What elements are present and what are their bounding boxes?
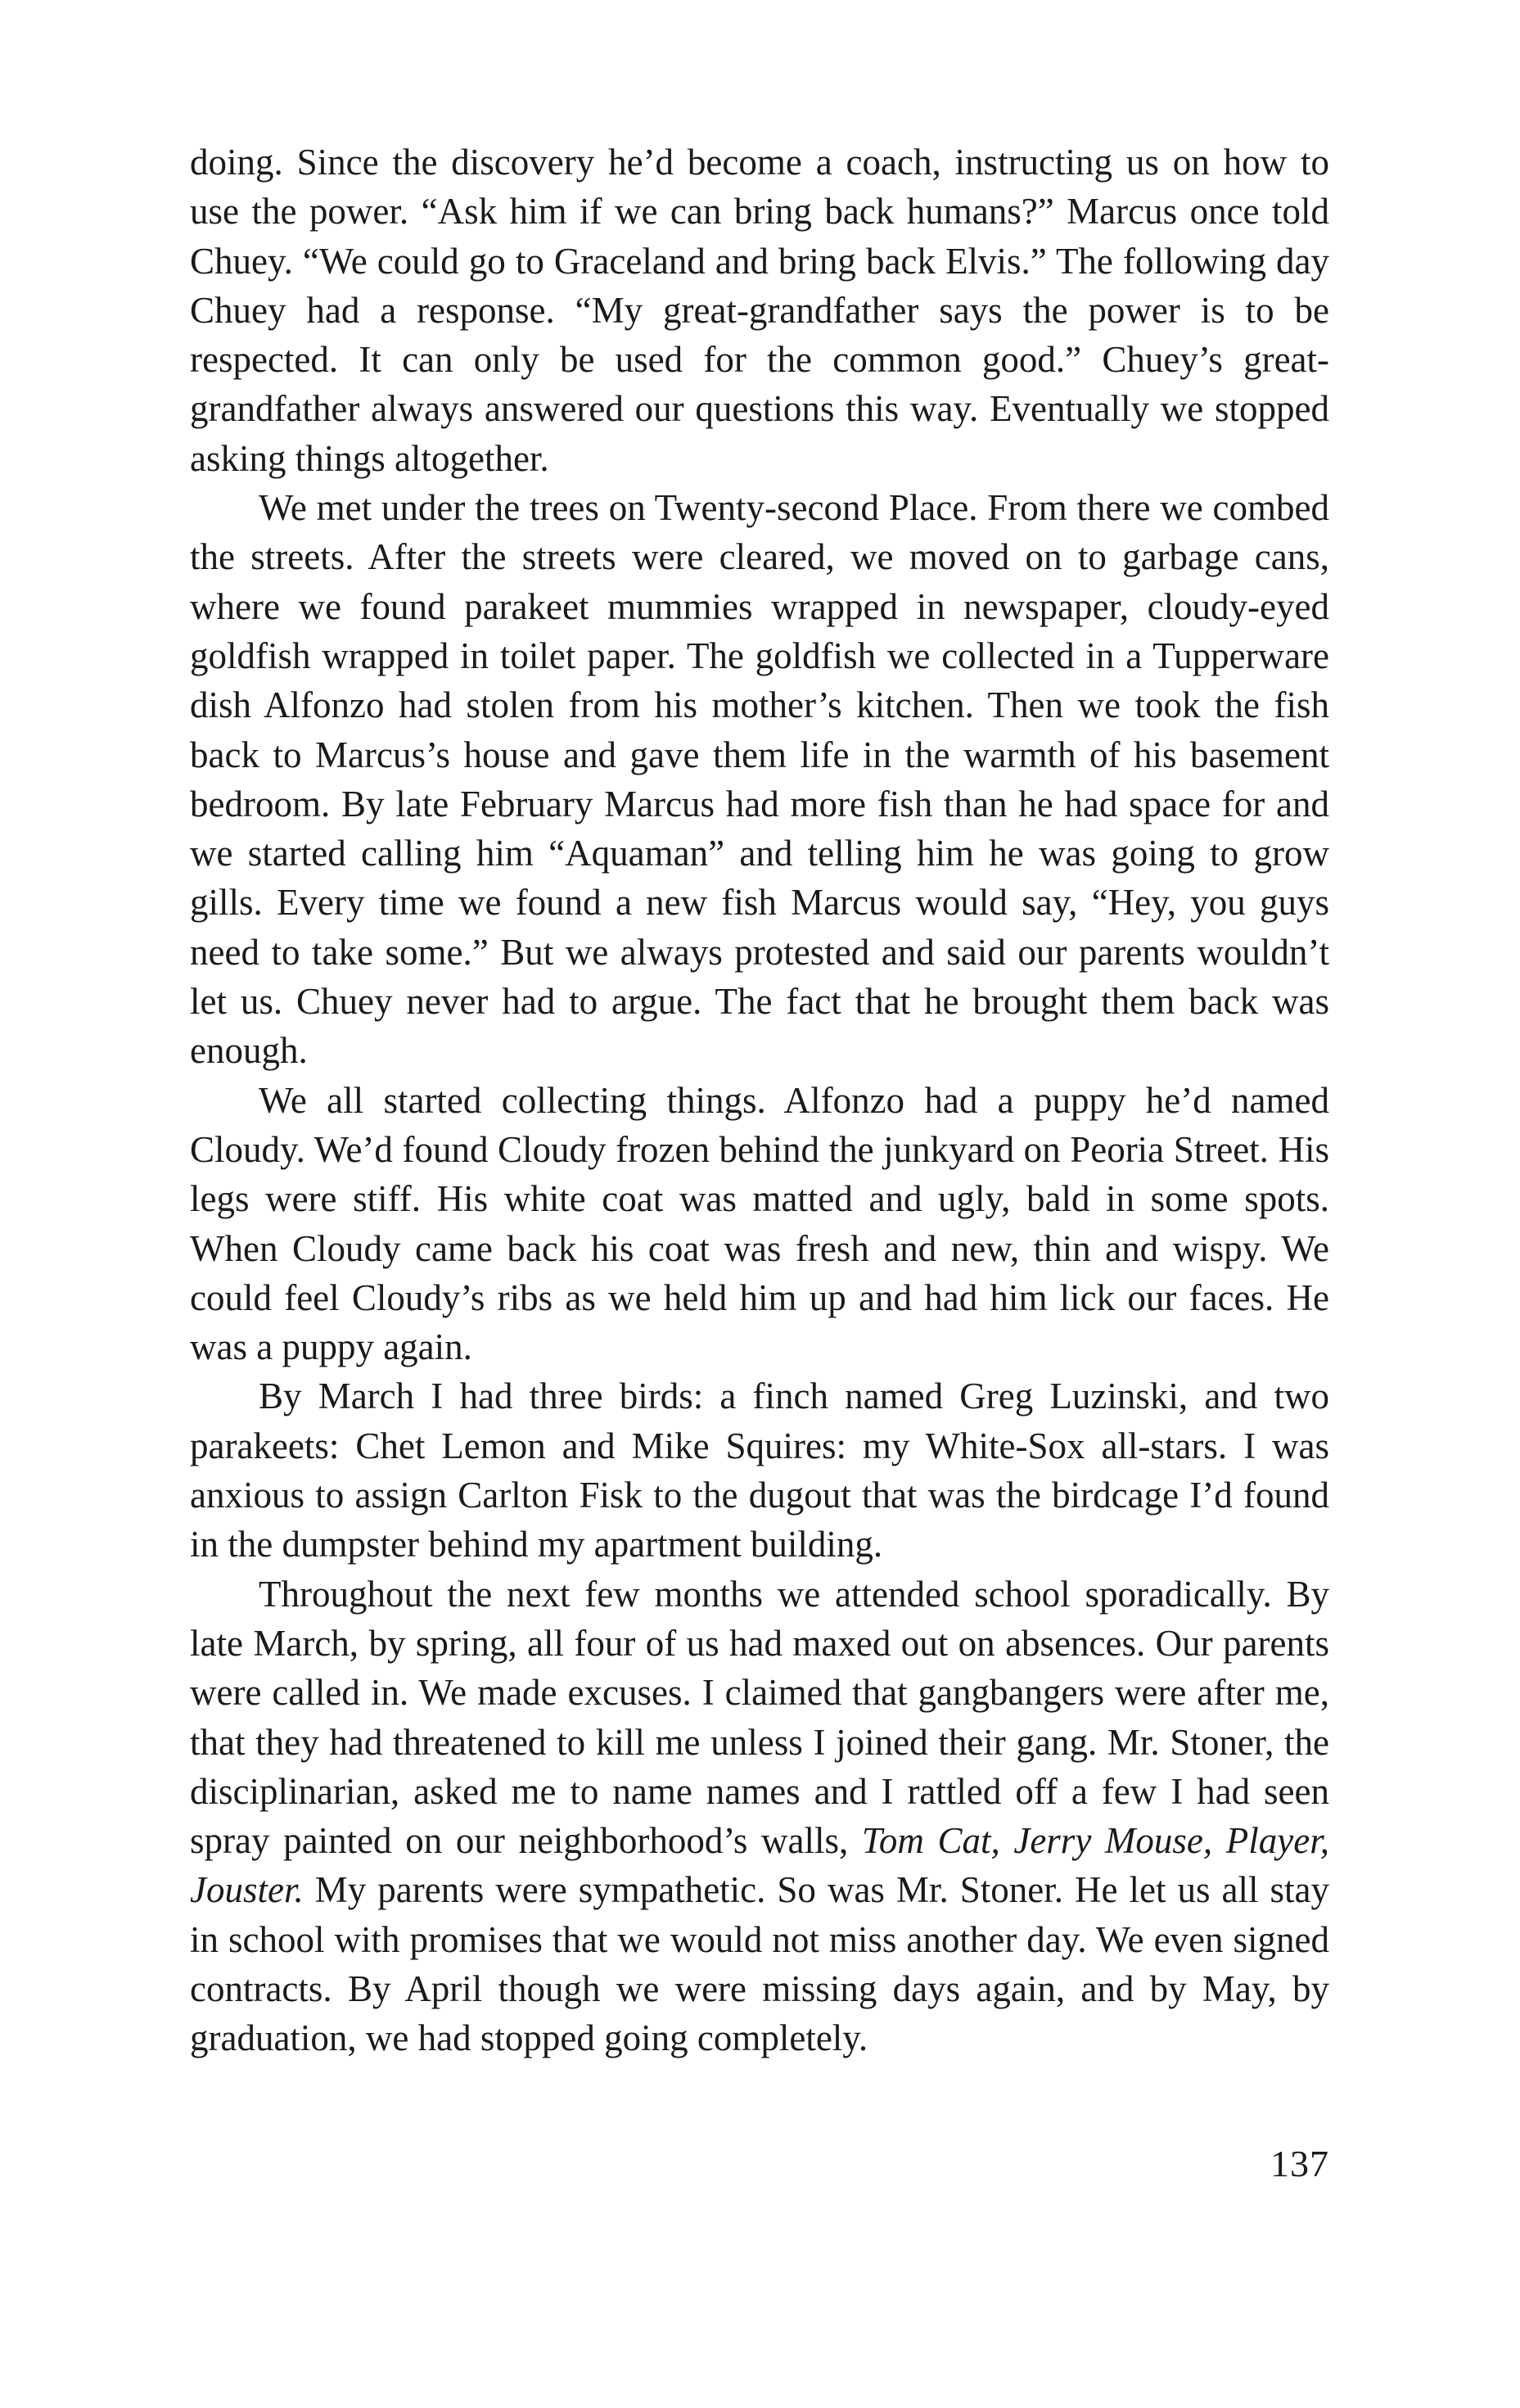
paragraph-3: We all started collecting things. Alfonzo had a puppy he’d named Cloudy. We’d found Cloudy frozen behind the junkyard on Peoria Street. His legs were stiff. His white coat was matted and ugly, bald in some spots. When Cloudy came back his coat was fresh and new, thin and wispy. We could feel Cloudy’s ribs as we held him up and had him lick our faces. He was a puppy again. [190,1079,1329,1368]
paragraph-5 [190,1570,1329,2063]
paragraph-1: doing. Since the discovery he’d become a coach, instructing us on how to use the power. “Ask him if we can bring back humans?” Marcus once told Chuey. “We could go to Graceland and bring back Elvis.” The following day Chuey had a response. “My great-grandfather says the power is to be respected. It can only be used for the common good.” Chuey’s great-grandfather always answered our questions this way. Eventually we stopped asking things altogether. [190,142,1329,479]
paragraph-4: By March I had three birds: a finch named Greg Luzinski, and two parakeets: Chet Lemon and Mike Squires: my White-Sox all-stars. I was anxious to assign Carlton Fisk to the dugout that was the birdcage I’d found in the dumpster behind my apartment building. [190,1376,1329,1565]
paragraph-5-text-a: Throughout the next few months we attended school sporadically. By late March, by spring, all four of us had maxed out on absences. Our parents were called in. We made excuses. I claimed that gangbangers were after me, that they had threatened to kill me unless I joined their gang. Mr. Stoner, the disciplinarian, asked me to name names and I rattled off a few I had seen spray painted on our neighborhood’s walls, [190,1573,1329,1862]
paragraph-2: We met under the trees on Twenty-second Place. From there we combed the streets. After the streets were cleared, we moved on to garbage cans, where we found parakeet mummies wrapped in newspaper, cloudy-eyed goldfish wrapped in toilet paper. The goldfish we collected in a Tupperware dish Alfonzo had stolen from his mother’s kitchen. Then we took the fish back to Marcus’s house and gave them life in the warmth of his basement bedroom. By late February Marcus had more fish than he had space for and we started calling him “Aquaman” and telling him he was going to grow gills. Every time we found a new fish Marcus would say, “Hey, you guys need to take some.” But we always protested and said our parents wouldn’t let us. Chuey never had to argue. The fact that he brought them back was enough. [190,487,1329,1072]
page-number: 137 [1270,2143,1329,2184]
paragraph-5-text-b: My parents were sympathetic. So was Mr. Stoner. He let us all stay in school with promises that we would not miss another day. We even signed contracts. By April though we were missing days again, and by May, by graduation, we had stopped going completely. [190,1869,1329,2059]
body-text [190,138,1329,2063]
gang-names-italic: Tom Cat, Jerry Mouse, Player, Jouster. [190,1820,1329,1911]
